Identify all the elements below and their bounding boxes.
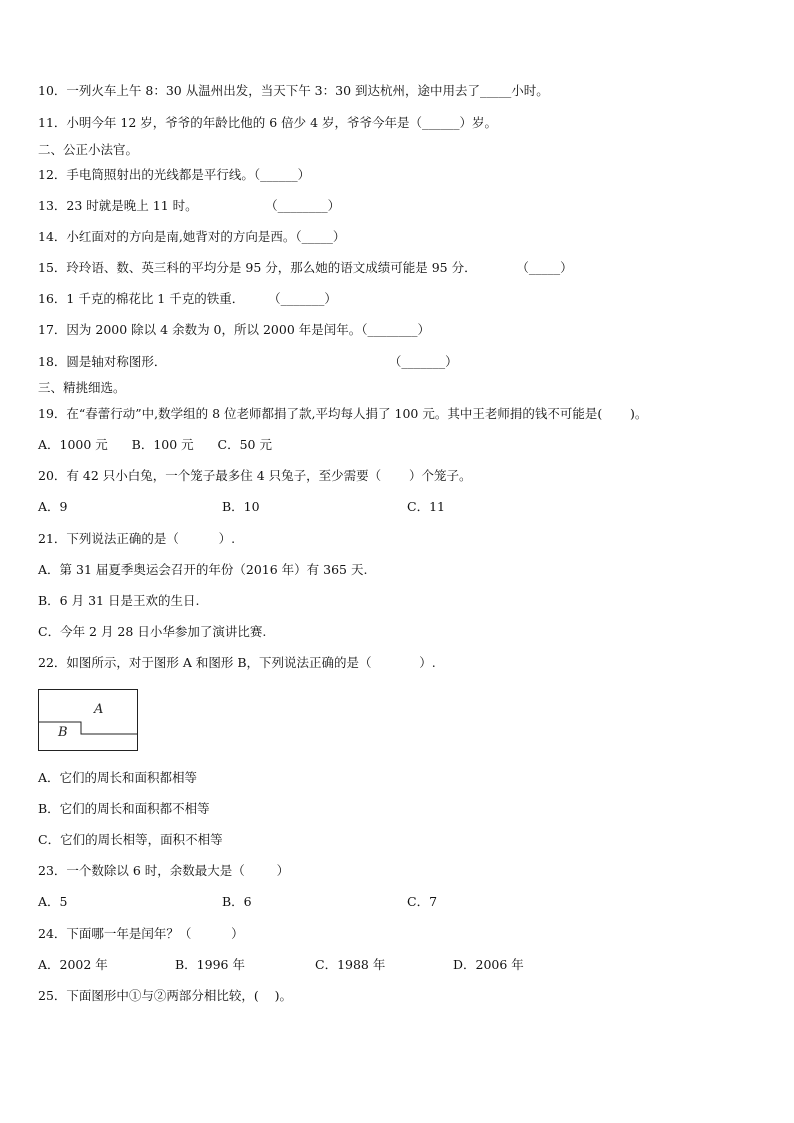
question-20-option-a: A．9 <box>38 499 68 514</box>
question-19: 19．在“春蕾行动”中,数学组的 8 位老师都捐了款,平均每人捐了 100 元。其中王老师捐的钱不可能是( )。 <box>38 406 648 421</box>
question-21: 21．下列说法正确的是（ ）. <box>38 531 236 546</box>
figure-dividing-line <box>39 722 138 734</box>
question-23-option-c: C．7 <box>407 894 438 909</box>
question-18: 18．圆是轴对称图形． （_______） <box>38 354 458 369</box>
question-21-option-a: A．第 31 届夏季奥运会召开的年份（2016 年）有 365 天. <box>38 562 368 577</box>
question-17: 17．因为 2000 除以 4 余数为 0，所以 2000 年是闰年。（________） <box>38 322 430 337</box>
question-20: 20．有 42 只小白兔，一个笼子最多住 4 只兔子，至少需要（ ）个笼子。 <box>38 468 472 483</box>
question-14: 14．小红面对的方向是南,她背对的方向是西。（_____） <box>38 229 346 244</box>
figure-label-b: B <box>58 725 68 740</box>
figure-label-a: A <box>94 702 104 717</box>
question-12: 12．手电筒照射出的光线都是平行线。（______） <box>38 167 311 182</box>
question-20-option-b: B．10 <box>222 499 260 514</box>
question-22-option-c: C．它们的周长相等，面积不相等 <box>38 832 223 847</box>
figure-outer-rect <box>39 690 138 751</box>
question-24-option-d: D．2006 年 <box>453 957 524 972</box>
question-23-option-a: A．5 <box>38 894 68 909</box>
question-16: 16．1 千克的棉花比 1 千克的铁重． （_______） <box>38 291 337 306</box>
question-24-option-a: A．2002 年 <box>38 957 108 972</box>
section-heading-3: 三、精挑细选。 <box>38 380 126 395</box>
question-19-options: A．1000 元 B．100 元 C．50 元 <box>38 437 272 452</box>
question-15: 15．玲玲语、数、英三科的平均分是 95 分，那么她的语文成绩可能是 95 分． （_____） <box>38 260 573 275</box>
question-21-option-c: C．今年 2 月 28 日小华参加了演讲比赛. <box>38 624 267 639</box>
question-24-option-b: B．1996 年 <box>175 957 245 972</box>
question-22-option-b: B．它们的周长和面积都不相等 <box>38 801 210 816</box>
question-11: 11．小明今年 12 岁，爷爷的年龄比他的 6 倍少 4 岁，爷爷今年是（______）岁。 <box>38 115 498 130</box>
question-13: 13．23 时就是晚上 11 时。 （________） <box>38 198 341 213</box>
figure-a-b <box>38 689 138 751</box>
section-heading-2: 二、公正小法官。 <box>38 142 139 157</box>
question-22-option-a: A．它们的周长和面积都相等 <box>38 770 198 785</box>
question-23-option-b: B．6 <box>222 894 252 909</box>
question-24: 24．下面哪一年是闰年？（ ） <box>38 926 244 941</box>
figure-a-b-drawing <box>38 689 138 751</box>
question-10: 10．一列火车上午 8：30 从温州出发，当天下午 3：30 到达杭州，途中用去了_____小时。 <box>38 83 549 98</box>
question-25: 25．下面图形中①与②两部分相比较，( )。 <box>38 988 293 1003</box>
question-24-option-c: C．1988 年 <box>315 957 386 972</box>
question-21-option-b: B．6 月 31 日是王欢的生日. <box>38 593 200 608</box>
question-23: 23．一个数除以 6 时，余数最大是（ ） <box>38 863 290 878</box>
question-22: 22．如图所示，对于图形 A 和图形 B，下列说法正确的是（ ）. <box>38 655 436 670</box>
question-20-option-c: C．11 <box>407 499 445 514</box>
